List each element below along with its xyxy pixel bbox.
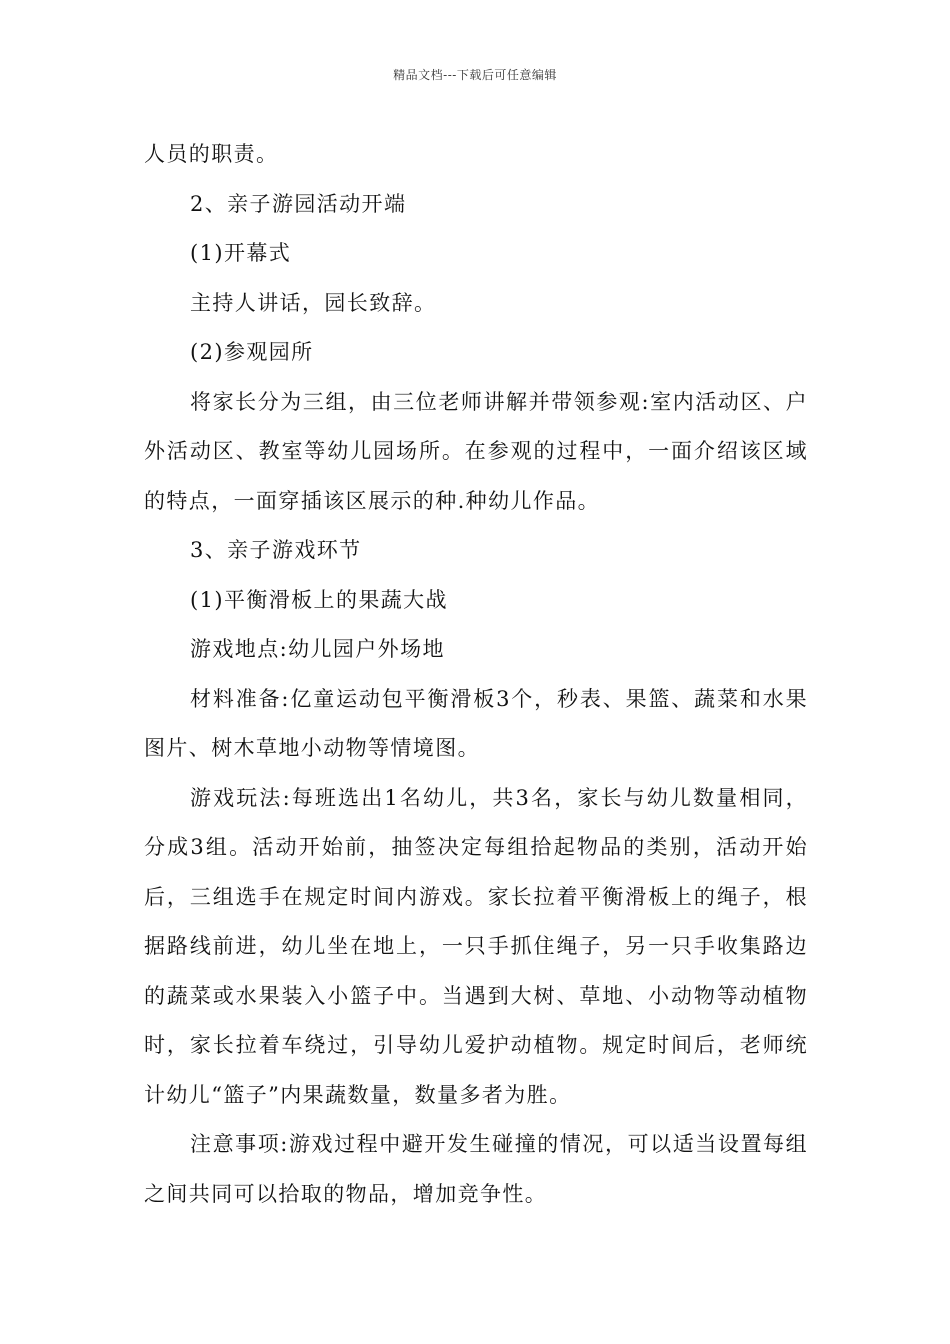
- subheading-game-one: (1)平衡滑板上的果蔬大战: [190, 587, 448, 612]
- document-body: [144, 130, 808, 1219]
- paragraph-visit-details: 将家长分为三组，由三位老师讲解并带领参观:室内活动区、户外活动区、教室等幼儿园场所。在参观的过程中，一面介绍该区域的特点，一面穿插该区展示的种.种幼儿作品。: [144, 389, 808, 513]
- page-header: 精品文档---下载后可任意编辑: [393, 68, 557, 82]
- subheading-visit: (2)参观园所: [190, 340, 314, 364]
- paragraph-game-rules: 游戏玩法:每班选出1名幼儿，共3名，家长与幼儿数量相同，分成3组。活动开始前，抽签决定每组拾起物品的类别，活动开始后，三组选手在规定时间内游戏。家长拉着平衡滑板上的绳子，根据路线前进，幼儿坐在地上，一只手抓住绳子，另一只手收集路边的蔬菜或水果装入小篮子中。当遇到大树、草地、小动物等动植物时，家长拉着车绕过，引导幼儿爱护动植物。规定时间后，老师统计幼儿“篮子”内果蔬数量，数量多者为胜。: [144, 785, 808, 1107]
- paragraph-continuation: 人员的职责。: [144, 142, 279, 166]
- section-heading-opening: 2、亲子游园活动开端: [190, 191, 407, 216]
- subheading-opening-ceremony: (1)开幕式: [190, 241, 292, 265]
- paragraph-game-location: 游戏地点:幼儿园户外场地: [190, 637, 445, 661]
- paragraph-notes: 注意事项:游戏过程中避开发生碰撞的情况，可以适当设置每组之间共同可以拾取的物品，增加竞争性。: [144, 1132, 808, 1206]
- paragraph-speech: 主持人讲话，园长致辞。: [190, 290, 437, 315]
- section-heading-games: 3、亲子游戏环节: [190, 538, 362, 562]
- paragraph-materials: 材料准备:亿童运动包平衡滑板3个，秒表、果篮、蔬菜和水果图片、树木草地小动物等情境图。: [144, 686, 808, 760]
